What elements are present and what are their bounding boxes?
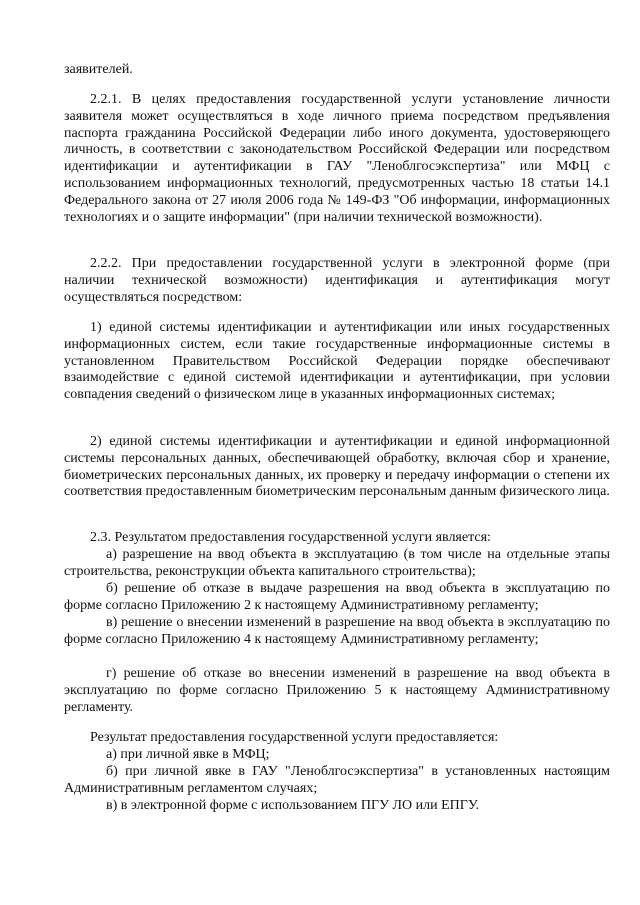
paragraph-2-2-1: 2.2.1. В целях предоставления государственной услуги установление личности заявителя может осуществляться в ходе личного приема посредством предъявления паспорта гражданина Российской Федерации либо иного документа, удостоверяющего личность, в соответствии с законодательством Российской Федерации или посредством идентификации и аутентификации в ГАУ "Леноблгосэкспертиза" или МФЦ с использованием информационных технологий, предусмотренных частью 18 статьи 14.1 Федерального закона от 27 июля 2006 года № 149-ФЗ "Об информации, информационных технологиях и о защите информации" (при наличии технической возможности). — [64, 92, 610, 225]
result-item-g: г) решение об отказе во внесении изменений в разрешение на ввод объекта в эксплуатацию по форме согласно Приложению 5 к настоящему Административному регламенту. — [64, 666, 610, 715]
paragraph-result-delivery: Результат предоставления государственной услуги предоставляется: — [90, 730, 499, 745]
result-item-a: а) разрешение на ввод объекта в эксплуатацию (в том числе на отдельные этапы строительства, реконструкции объекта капитального строительства); — [64, 547, 610, 579]
result-item-v: в) решение о внесении изменений в разрешение на ввод объекта в эксплуатацию по форме согласно Приложению 4 к настоящему Административному регламенту; — [64, 615, 610, 647]
paragraph-2-3: 2.3. Результатом предоставления государственной услуги является: — [90, 530, 491, 545]
paragraph-continuation: заявителей. — [64, 62, 133, 77]
paragraph-item-2: 2) единой системы идентификации и аутентификации и единой информационной системы персональных данных, обеспечивающей обработку, включая сбор и хранение, биометрических персональных данных, их проверку и передачу информации о степени их соответствия предоставленным биометрическим персональным данным физического лица. — [64, 434, 610, 500]
delivery-item-v: в) в электронной форме с использованием ПГУ ЛО или ЕПГУ. — [106, 798, 479, 813]
delivery-item-a: а) при личной явке в МФЦ; — [106, 747, 270, 762]
paragraph-2-2-2: 2.2.2. При предоставлении государственной услуги в электронной форме (при наличии технической возможности) идентификация и аутентификация могут осуществляться посредством: — [64, 256, 610, 305]
delivery-item-b: б) при личной явке в ГАУ "Леноблгосэкспертиза" в установленных настоящим Административным регламентом случаях; — [64, 764, 610, 796]
paragraph-item-1: 1) единой системы идентификации и аутентификации или иных государственных информационных систем, если такие государственные информационные системы в установленном Правительством Российской Федерации порядке обеспечивают взаимодействие с единой системой идентификации и аутентификации, при условии совпадения сведений о физическом лице в указанных информационных системах; — [64, 320, 610, 403]
result-item-b: б) решение об отказе в выдаче разрешения на ввод объекта в эксплуатацию по форме согласно Приложению 2 к настоящему Административному регламенту; — [64, 581, 610, 613]
